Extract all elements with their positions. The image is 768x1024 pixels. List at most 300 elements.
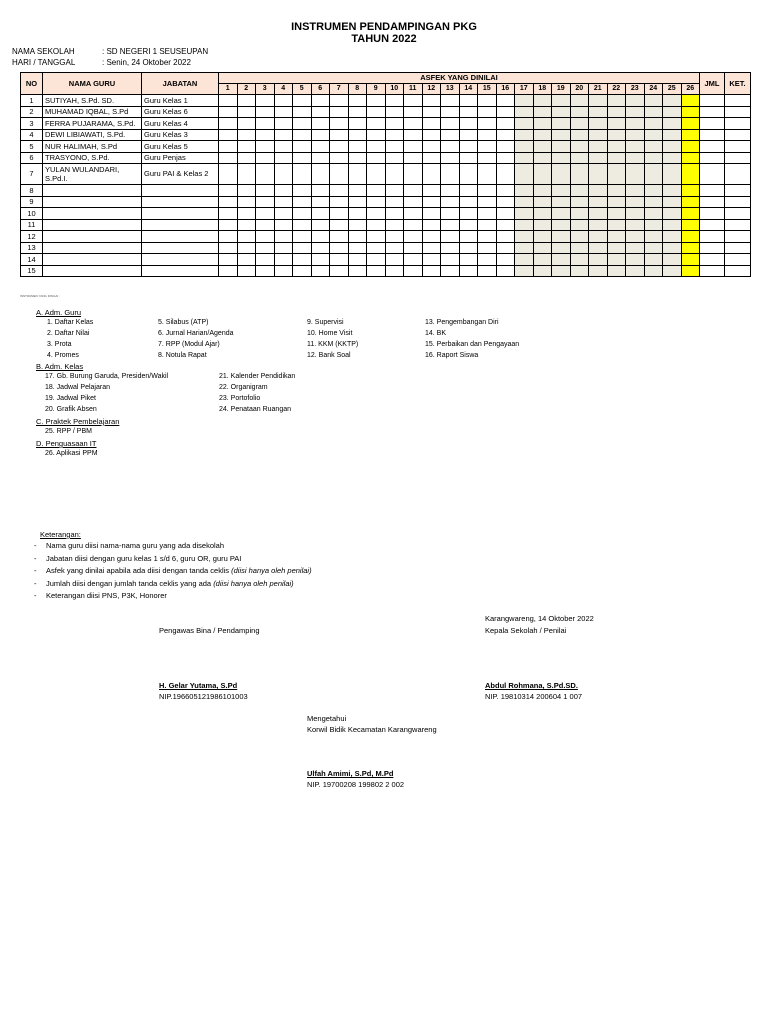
aspect-cell[interactable] [219, 164, 238, 185]
aspect-cell[interactable] [459, 118, 478, 130]
total-cell[interactable] [700, 196, 725, 208]
aspect-cell[interactable] [626, 219, 645, 231]
aspect-cell[interactable] [441, 152, 460, 164]
aspect-cell[interactable] [404, 242, 423, 254]
aspect-cell[interactable] [441, 219, 460, 231]
aspect-cell[interactable] [274, 185, 293, 197]
aspect-cell[interactable] [219, 265, 238, 277]
aspect-cell[interactable] [570, 95, 589, 107]
aspect-cell[interactable] [589, 152, 608, 164]
aspect-cell[interactable] [367, 231, 386, 243]
aspect-cell[interactable] [478, 254, 497, 266]
aspect-cell[interactable] [367, 129, 386, 141]
remark-cell[interactable] [725, 185, 751, 197]
aspect-cell[interactable] [256, 152, 275, 164]
aspect-cell[interactable] [293, 118, 312, 130]
aspect-cell[interactable] [533, 141, 552, 153]
aspect-cell[interactable] [330, 118, 349, 130]
aspect-cell[interactable] [348, 219, 367, 231]
remark-cell[interactable] [725, 129, 751, 141]
aspect-cell[interactable] [607, 118, 626, 130]
aspect-cell[interactable] [478, 129, 497, 141]
aspect-cell[interactable] [515, 129, 534, 141]
aspect-cell[interactable] [367, 152, 386, 164]
aspect-cell[interactable] [478, 265, 497, 277]
total-cell[interactable] [700, 141, 725, 153]
aspect-cell[interactable] [293, 254, 312, 266]
aspect-cell[interactable] [515, 231, 534, 243]
aspect-cell[interactable] [441, 254, 460, 266]
aspect-cell[interactable] [533, 164, 552, 185]
aspect-cell[interactable] [496, 265, 515, 277]
aspect-cell[interactable] [607, 185, 626, 197]
aspect-cell[interactable] [274, 141, 293, 153]
aspect-cell[interactable] [589, 141, 608, 153]
aspect-cell[interactable] [644, 254, 663, 266]
aspect-cell[interactable] [237, 242, 256, 254]
aspect-cell[interactable] [422, 164, 441, 185]
aspect-cell[interactable] [681, 129, 700, 141]
total-cell[interactable] [700, 254, 725, 266]
total-cell[interactable] [700, 208, 725, 220]
aspect-cell[interactable] [348, 106, 367, 118]
aspect-cell[interactable] [256, 196, 275, 208]
remark-cell[interactable] [725, 265, 751, 277]
aspect-cell[interactable] [589, 185, 608, 197]
aspect-cell[interactable] [219, 118, 238, 130]
aspect-cell[interactable] [459, 254, 478, 266]
aspect-cell[interactable] [515, 219, 534, 231]
aspect-cell[interactable] [552, 242, 571, 254]
aspect-cell[interactable] [256, 164, 275, 185]
aspect-cell[interactable] [496, 242, 515, 254]
aspect-cell[interactable] [533, 185, 552, 197]
aspect-cell[interactable] [348, 242, 367, 254]
aspect-cell[interactable] [385, 164, 404, 185]
aspect-cell[interactable] [607, 152, 626, 164]
aspect-cell[interactable] [422, 196, 441, 208]
aspect-cell[interactable] [219, 185, 238, 197]
aspect-cell[interactable] [570, 106, 589, 118]
aspect-cell[interactable] [478, 95, 497, 107]
aspect-cell[interactable] [330, 152, 349, 164]
aspect-cell[interactable] [515, 185, 534, 197]
aspect-cell[interactable] [219, 196, 238, 208]
aspect-cell[interactable] [515, 95, 534, 107]
aspect-cell[interactable] [256, 254, 275, 266]
aspect-cell[interactable] [385, 152, 404, 164]
aspect-cell[interactable] [219, 95, 238, 107]
aspect-cell[interactable] [274, 106, 293, 118]
aspect-cell[interactable] [422, 231, 441, 243]
aspect-cell[interactable] [367, 208, 386, 220]
aspect-cell[interactable] [219, 152, 238, 164]
aspect-cell[interactable] [404, 106, 423, 118]
aspect-cell[interactable] [570, 152, 589, 164]
aspect-cell[interactable] [404, 141, 423, 153]
aspect-cell[interactable] [626, 118, 645, 130]
aspect-cell[interactable] [459, 95, 478, 107]
aspect-cell[interactable] [385, 208, 404, 220]
aspect-cell[interactable] [311, 208, 330, 220]
aspect-cell[interactable] [237, 231, 256, 243]
aspect-cell[interactable] [533, 265, 552, 277]
aspect-cell[interactable] [607, 242, 626, 254]
aspect-cell[interactable] [367, 219, 386, 231]
aspect-cell[interactable] [219, 129, 238, 141]
aspect-cell[interactable] [256, 106, 275, 118]
aspect-cell[interactable] [311, 242, 330, 254]
aspect-cell[interactable] [311, 129, 330, 141]
aspect-cell[interactable] [422, 219, 441, 231]
aspect-cell[interactable] [607, 164, 626, 185]
aspect-cell[interactable] [570, 208, 589, 220]
aspect-cell[interactable] [681, 242, 700, 254]
aspect-cell[interactable] [330, 141, 349, 153]
aspect-cell[interactable] [589, 208, 608, 220]
aspect-cell[interactable] [496, 208, 515, 220]
aspect-cell[interactable] [459, 164, 478, 185]
aspect-cell[interactable] [589, 196, 608, 208]
aspect-cell[interactable] [256, 129, 275, 141]
total-cell[interactable] [700, 106, 725, 118]
aspect-cell[interactable] [404, 152, 423, 164]
aspect-cell[interactable] [404, 164, 423, 185]
aspect-cell[interactable] [293, 129, 312, 141]
aspect-cell[interactable] [552, 254, 571, 266]
aspect-cell[interactable] [570, 265, 589, 277]
total-cell[interactable] [700, 164, 725, 185]
aspect-cell[interactable] [589, 219, 608, 231]
total-cell[interactable] [700, 219, 725, 231]
aspect-cell[interactable] [459, 185, 478, 197]
aspect-cell[interactable] [478, 231, 497, 243]
aspect-cell[interactable] [256, 219, 275, 231]
aspect-cell[interactable] [404, 196, 423, 208]
total-cell[interactable] [700, 265, 725, 277]
aspect-cell[interactable] [219, 106, 238, 118]
aspect-cell[interactable] [552, 152, 571, 164]
aspect-cell[interactable] [385, 129, 404, 141]
aspect-cell[interactable] [441, 196, 460, 208]
aspect-cell[interactable] [496, 141, 515, 153]
aspect-cell[interactable] [219, 254, 238, 266]
aspect-cell[interactable] [330, 219, 349, 231]
aspect-cell[interactable] [626, 208, 645, 220]
aspect-cell[interactable] [663, 242, 682, 254]
aspect-cell[interactable] [644, 196, 663, 208]
aspect-cell[interactable] [293, 152, 312, 164]
aspect-cell[interactable] [533, 219, 552, 231]
aspect-cell[interactable] [552, 219, 571, 231]
aspect-cell[interactable] [681, 164, 700, 185]
aspect-cell[interactable] [552, 118, 571, 130]
aspect-cell[interactable] [589, 265, 608, 277]
aspect-cell[interactable] [570, 231, 589, 243]
aspect-cell[interactable] [404, 219, 423, 231]
aspect-cell[interactable] [311, 164, 330, 185]
remark-cell[interactable] [725, 141, 751, 153]
aspect-cell[interactable] [293, 185, 312, 197]
aspect-cell[interactable] [441, 118, 460, 130]
aspect-cell[interactable] [663, 231, 682, 243]
remark-cell[interactable] [725, 164, 751, 185]
aspect-cell[interactable] [626, 141, 645, 153]
aspect-cell[interactable] [293, 196, 312, 208]
aspect-cell[interactable] [256, 118, 275, 130]
aspect-cell[interactable] [459, 219, 478, 231]
aspect-cell[interactable] [441, 185, 460, 197]
aspect-cell[interactable] [348, 141, 367, 153]
aspect-cell[interactable] [607, 95, 626, 107]
aspect-cell[interactable] [367, 141, 386, 153]
aspect-cell[interactable] [385, 231, 404, 243]
aspect-cell[interactable] [459, 196, 478, 208]
aspect-cell[interactable] [589, 118, 608, 130]
aspect-cell[interactable] [552, 141, 571, 153]
aspect-cell[interactable] [274, 164, 293, 185]
aspect-cell[interactable] [219, 141, 238, 153]
remark-cell[interactable] [725, 242, 751, 254]
remark-cell[interactable] [725, 152, 751, 164]
aspect-cell[interactable] [681, 208, 700, 220]
aspect-cell[interactable] [663, 185, 682, 197]
aspect-cell[interactable] [533, 95, 552, 107]
aspect-cell[interactable] [552, 208, 571, 220]
aspect-cell[interactable] [422, 129, 441, 141]
aspect-cell[interactable] [385, 265, 404, 277]
aspect-cell[interactable] [237, 219, 256, 231]
aspect-cell[interactable] [293, 164, 312, 185]
aspect-cell[interactable] [589, 164, 608, 185]
aspect-cell[interactable] [663, 106, 682, 118]
total-cell[interactable] [700, 231, 725, 243]
aspect-cell[interactable] [644, 185, 663, 197]
aspect-cell[interactable] [311, 219, 330, 231]
remark-cell[interactable] [725, 254, 751, 266]
aspect-cell[interactable] [515, 254, 534, 266]
aspect-cell[interactable] [274, 219, 293, 231]
aspect-cell[interactable] [237, 152, 256, 164]
aspect-cell[interactable] [626, 265, 645, 277]
aspect-cell[interactable] [496, 152, 515, 164]
aspect-cell[interactable] [330, 185, 349, 197]
aspect-cell[interactable] [237, 106, 256, 118]
aspect-cell[interactable] [311, 265, 330, 277]
aspect-cell[interactable] [404, 129, 423, 141]
aspect-cell[interactable] [663, 219, 682, 231]
aspect-cell[interactable] [644, 106, 663, 118]
aspect-cell[interactable] [663, 95, 682, 107]
aspect-cell[interactable] [293, 219, 312, 231]
aspect-cell[interactable] [293, 265, 312, 277]
aspect-cell[interactable] [681, 118, 700, 130]
aspect-cell[interactable] [459, 106, 478, 118]
aspect-cell[interactable] [515, 196, 534, 208]
remark-cell[interactable] [725, 95, 751, 107]
aspect-cell[interactable] [644, 242, 663, 254]
aspect-cell[interactable] [348, 95, 367, 107]
aspect-cell[interactable] [237, 141, 256, 153]
aspect-cell[interactable] [348, 265, 367, 277]
aspect-cell[interactable] [367, 265, 386, 277]
aspect-cell[interactable] [515, 208, 534, 220]
aspect-cell[interactable] [496, 106, 515, 118]
aspect-cell[interactable] [681, 106, 700, 118]
aspect-cell[interactable] [552, 164, 571, 185]
aspect-cell[interactable] [274, 208, 293, 220]
aspect-cell[interactable] [441, 141, 460, 153]
aspect-cell[interactable] [441, 208, 460, 220]
total-cell[interactable] [700, 129, 725, 141]
total-cell[interactable] [700, 185, 725, 197]
aspect-cell[interactable] [626, 129, 645, 141]
total-cell[interactable] [700, 95, 725, 107]
aspect-cell[interactable] [570, 219, 589, 231]
aspect-cell[interactable] [496, 196, 515, 208]
aspect-cell[interactable] [422, 254, 441, 266]
aspect-cell[interactable] [589, 242, 608, 254]
aspect-cell[interactable] [367, 118, 386, 130]
aspect-cell[interactable] [515, 141, 534, 153]
aspect-cell[interactable] [515, 152, 534, 164]
aspect-cell[interactable] [589, 231, 608, 243]
aspect-cell[interactable] [274, 265, 293, 277]
aspect-cell[interactable] [219, 219, 238, 231]
aspect-cell[interactable] [293, 106, 312, 118]
aspect-cell[interactable] [404, 254, 423, 266]
aspect-cell[interactable] [330, 242, 349, 254]
aspect-cell[interactable] [274, 95, 293, 107]
aspect-cell[interactable] [348, 129, 367, 141]
aspect-cell[interactable] [459, 265, 478, 277]
aspect-cell[interactable] [237, 208, 256, 220]
aspect-cell[interactable] [644, 164, 663, 185]
aspect-cell[interactable] [367, 106, 386, 118]
aspect-cell[interactable] [570, 118, 589, 130]
remark-cell[interactable] [725, 106, 751, 118]
total-cell[interactable] [700, 242, 725, 254]
aspect-cell[interactable] [422, 242, 441, 254]
aspect-cell[interactable] [441, 106, 460, 118]
aspect-cell[interactable] [367, 185, 386, 197]
aspect-cell[interactable] [681, 141, 700, 153]
aspect-cell[interactable] [237, 129, 256, 141]
aspect-cell[interactable] [293, 141, 312, 153]
aspect-cell[interactable] [533, 118, 552, 130]
aspect-cell[interactable] [459, 129, 478, 141]
aspect-cell[interactable] [626, 254, 645, 266]
aspect-cell[interactable] [626, 152, 645, 164]
aspect-cell[interactable] [663, 164, 682, 185]
aspect-cell[interactable] [311, 185, 330, 197]
aspect-cell[interactable] [589, 95, 608, 107]
aspect-cell[interactable] [237, 95, 256, 107]
aspect-cell[interactable] [626, 196, 645, 208]
aspect-cell[interactable] [681, 95, 700, 107]
aspect-cell[interactable] [515, 164, 534, 185]
aspect-cell[interactable] [256, 242, 275, 254]
aspect-cell[interactable] [348, 152, 367, 164]
aspect-cell[interactable] [459, 152, 478, 164]
aspect-cell[interactable] [404, 208, 423, 220]
aspect-cell[interactable] [663, 196, 682, 208]
aspect-cell[interactable] [441, 95, 460, 107]
aspect-cell[interactable] [681, 152, 700, 164]
aspect-cell[interactable] [570, 141, 589, 153]
aspect-cell[interactable] [311, 231, 330, 243]
aspect-cell[interactable] [478, 152, 497, 164]
aspect-cell[interactable] [644, 129, 663, 141]
aspect-cell[interactable] [515, 265, 534, 277]
aspect-cell[interactable] [681, 185, 700, 197]
aspect-cell[interactable] [256, 231, 275, 243]
aspect-cell[interactable] [367, 254, 386, 266]
aspect-cell[interactable] [219, 231, 238, 243]
aspect-cell[interactable] [533, 106, 552, 118]
aspect-cell[interactable] [311, 95, 330, 107]
aspect-cell[interactable] [441, 129, 460, 141]
total-cell[interactable] [700, 118, 725, 130]
aspect-cell[interactable] [422, 141, 441, 153]
remark-cell[interactable] [725, 219, 751, 231]
aspect-cell[interactable] [311, 106, 330, 118]
total-cell[interactable] [700, 152, 725, 164]
aspect-cell[interactable] [293, 95, 312, 107]
aspect-cell[interactable] [552, 129, 571, 141]
aspect-cell[interactable] [330, 164, 349, 185]
aspect-cell[interactable] [311, 254, 330, 266]
aspect-cell[interactable] [422, 95, 441, 107]
aspect-cell[interactable] [607, 129, 626, 141]
aspect-cell[interactable] [496, 219, 515, 231]
aspect-cell[interactable] [478, 106, 497, 118]
aspect-cell[interactable] [348, 208, 367, 220]
aspect-cell[interactable] [348, 185, 367, 197]
aspect-cell[interactable] [348, 196, 367, 208]
aspect-cell[interactable] [644, 118, 663, 130]
aspect-cell[interactable] [385, 219, 404, 231]
aspect-cell[interactable] [607, 265, 626, 277]
aspect-cell[interactable] [533, 129, 552, 141]
aspect-cell[interactable] [367, 95, 386, 107]
aspect-cell[interactable] [348, 118, 367, 130]
aspect-cell[interactable] [330, 196, 349, 208]
aspect-cell[interactable] [496, 129, 515, 141]
aspect-cell[interactable] [348, 231, 367, 243]
aspect-cell[interactable] [293, 242, 312, 254]
aspect-cell[interactable] [385, 106, 404, 118]
aspect-cell[interactable] [552, 95, 571, 107]
aspect-cell[interactable] [404, 185, 423, 197]
aspect-cell[interactable] [626, 164, 645, 185]
aspect-cell[interactable] [570, 129, 589, 141]
aspect-cell[interactable] [330, 95, 349, 107]
aspect-cell[interactable] [478, 208, 497, 220]
aspect-cell[interactable] [515, 118, 534, 130]
aspect-cell[interactable] [367, 196, 386, 208]
aspect-cell[interactable] [422, 118, 441, 130]
aspect-cell[interactable] [237, 118, 256, 130]
aspect-cell[interactable] [626, 231, 645, 243]
aspect-cell[interactable] [330, 254, 349, 266]
aspect-cell[interactable] [330, 208, 349, 220]
aspect-cell[interactable] [496, 231, 515, 243]
aspect-cell[interactable] [274, 129, 293, 141]
aspect-cell[interactable] [681, 219, 700, 231]
aspect-cell[interactable] [607, 208, 626, 220]
aspect-cell[interactable] [644, 231, 663, 243]
